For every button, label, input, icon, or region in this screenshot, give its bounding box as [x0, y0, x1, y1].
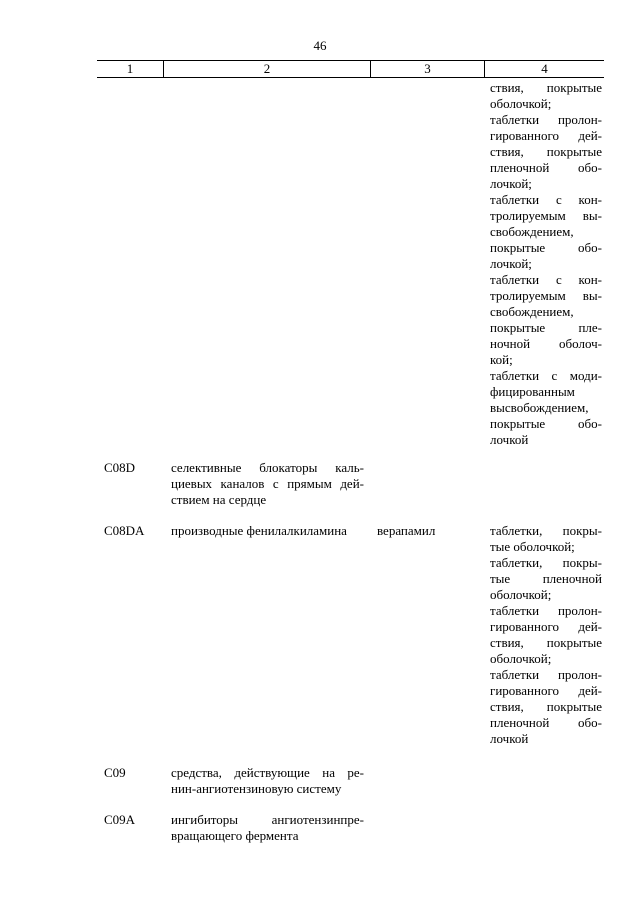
atc-code: C09: [104, 765, 126, 780]
form-line: таблетки пролон-: [490, 603, 602, 618]
form-line: покрытые пле-: [490, 320, 602, 335]
form-line: таблетки пролон-: [490, 112, 602, 127]
form-line: гированного дей-: [490, 683, 602, 698]
name-line: ствием на сердце: [171, 492, 267, 507]
atc-code: C08DA: [104, 523, 145, 538]
form-line: ствия, покрытые: [490, 144, 602, 159]
form-line: кой;: [490, 352, 513, 367]
header-col-3: 3: [424, 61, 431, 76]
form-line: пленочной обо-: [490, 160, 602, 175]
name-line: нин-ангиотензиновую систему: [171, 781, 342, 796]
form-line: таблетки с кон-: [490, 272, 602, 287]
form-line: гированного дей-: [490, 128, 602, 143]
atc-code: C08D: [104, 460, 136, 475]
atc-group-name: [171, 523, 364, 539]
form-line: ствия, покрытые: [490, 699, 602, 714]
atc-group-name: [171, 812, 364, 844]
name-line: селективные блокаторы каль-: [171, 460, 364, 475]
form-line: лочкой;: [490, 256, 532, 271]
name-line: средства, действующие на ре-: [171, 765, 364, 780]
form-line: таблетки пролон-: [490, 667, 602, 682]
name-line: вращающего фермента: [171, 828, 299, 843]
form-line: оболочкой;: [490, 96, 552, 111]
form-line: гированного дей-: [490, 619, 602, 634]
form-line: покрытые обо-: [490, 416, 602, 431]
form-line: лочкой: [490, 731, 529, 746]
form-line: лочкой: [490, 432, 529, 447]
form-line: таблетки с кон-: [490, 192, 602, 207]
atc-code: C09A: [104, 812, 136, 827]
dosage-forms: [490, 523, 602, 747]
form-line: оболочкой;: [490, 587, 552, 602]
form-line: таблетки с моди-: [490, 368, 602, 383]
form-line: лочкой;: [490, 176, 532, 191]
form-line: ночной оболоч-: [490, 336, 602, 351]
form-line: ствия, покрытые: [490, 80, 602, 95]
form-line: тролируемым вы-: [490, 208, 602, 223]
name-line: производные фенилалкиламина: [171, 523, 347, 538]
form-line: тые оболочкой;: [490, 539, 575, 554]
page-number: 46: [313, 38, 327, 53]
name-line: циевых каналов с прямым дей-: [171, 476, 364, 491]
form-line: тролируемым вы-: [490, 288, 602, 303]
form-line: свобождением,: [490, 304, 574, 319]
form-line: оболочкой;: [490, 651, 552, 666]
form-line: фицированным: [490, 384, 575, 399]
continued-dosage-forms: [490, 80, 602, 448]
header-col-4: 4: [541, 61, 548, 76]
form-line: тые пленочной: [490, 571, 602, 586]
name-line: ингибиторы ангиотензинпре-: [171, 812, 364, 827]
form-line: высвобождением,: [490, 400, 589, 415]
form-line: свобождением,: [490, 224, 574, 239]
atc-group-name: [171, 765, 364, 797]
drug-name: верапамил: [377, 523, 436, 538]
form-line: таблетки, покры-: [490, 523, 602, 538]
header-col-1: 1: [126, 61, 134, 76]
form-line: таблетки, покры-: [490, 555, 602, 570]
header-col-2: 2: [263, 61, 271, 76]
atc-group-name: [171, 460, 364, 508]
form-line: покрытые обо-: [490, 240, 602, 255]
table-header: [97, 60, 604, 78]
form-line: ствия, покрытые: [490, 635, 602, 650]
form-line: пленочной обо-: [490, 715, 602, 730]
